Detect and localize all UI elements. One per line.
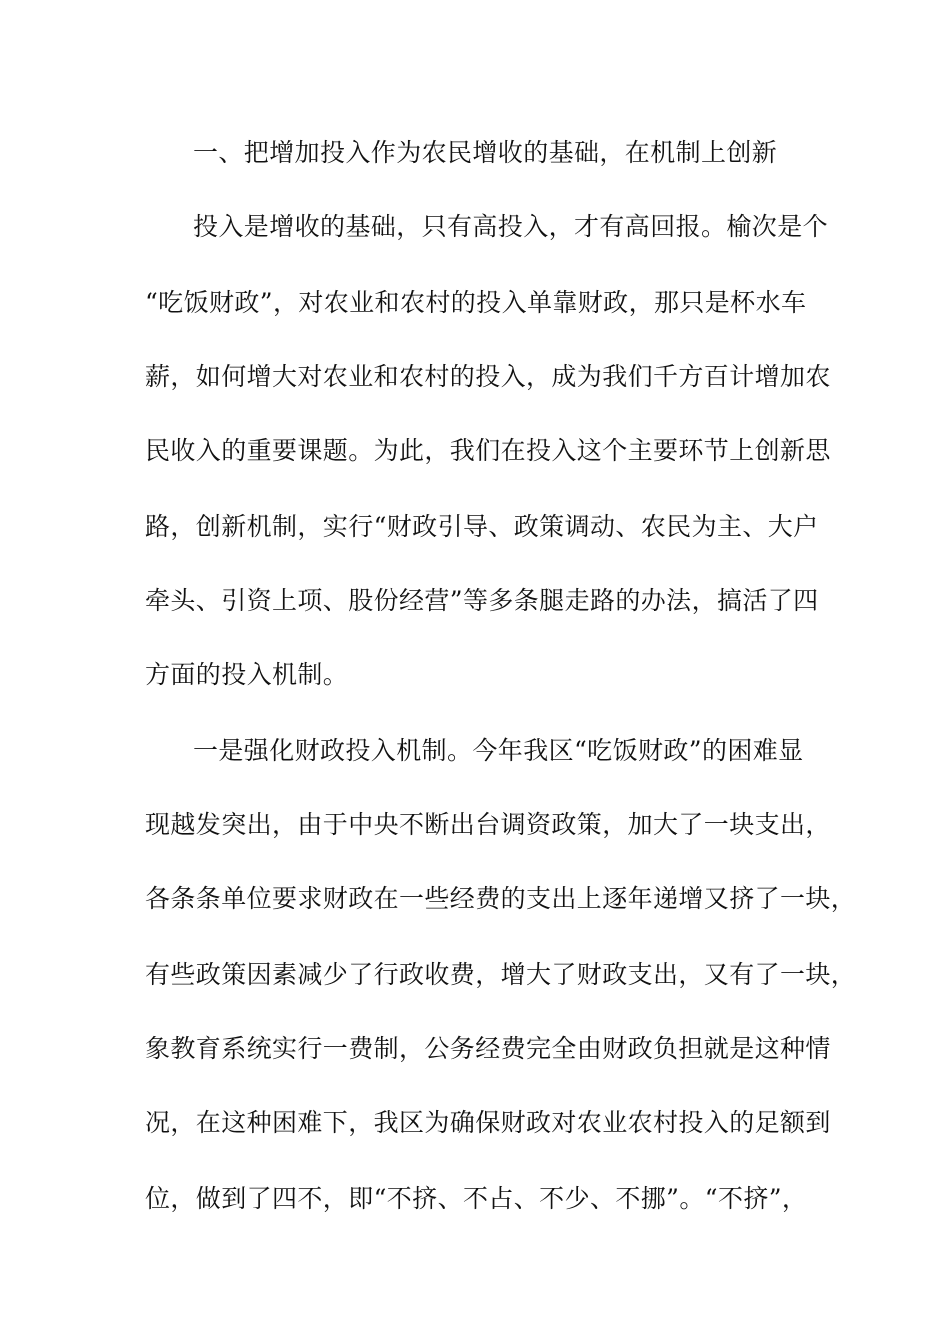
paragraph-line: 况，在这种困难下，我区为确保财政对农业农村投入的足额到 bbox=[145, 1108, 831, 1137]
paragraph-line: 各条条单位要求财政在一些经费的支出上逐年递增又挤了一块， bbox=[145, 884, 857, 913]
paragraph-line: 位，做到了四不，即“不挤、不占、不少、不挪”。“不挤”， bbox=[145, 1184, 808, 1213]
paragraph-line: 象教育系统实行一费制，公务经费完全由财政负担就是这种情 bbox=[145, 1034, 831, 1063]
paragraph-line: 牵头、引资上项、股份经营”等多条腿走路的办法，搞活了四 bbox=[145, 586, 819, 615]
section-heading: 一、把增加投入作为农民增收的基础，在机制上创新 bbox=[193, 138, 778, 167]
paragraph-line: 民收入的重要课题。为此，我们在投入这个主要环节上创新思 bbox=[145, 436, 831, 465]
paragraph-line: 有些政策因素减少了行政收费，增大了财政支出，又有了一块， bbox=[145, 960, 857, 989]
paragraph-line: 现越发突出，由于中央不断出台调资政策，加大了一块支出， bbox=[145, 810, 831, 839]
paragraph-line: 方面的投入机制。 bbox=[145, 660, 349, 689]
paragraph-line: 路，创新机制，实行“财政引导、政策调动、农民为主、大户 bbox=[145, 512, 819, 541]
paragraph-line: “吃饭财政”，对农业和农村的投入单靠财政，那只是杯水车 bbox=[145, 288, 807, 317]
paragraph-line: 一是强化财政投入机制。今年我区“吃饭财政”的困难显 bbox=[193, 736, 804, 765]
paragraph-line: 投入是增收的基础，只有高投入，才有高回报。榆次是个 bbox=[193, 212, 829, 241]
paragraph-line: 薪，如何增大对农业和农村的投入，成为我们千方百计增加农 bbox=[145, 362, 831, 391]
